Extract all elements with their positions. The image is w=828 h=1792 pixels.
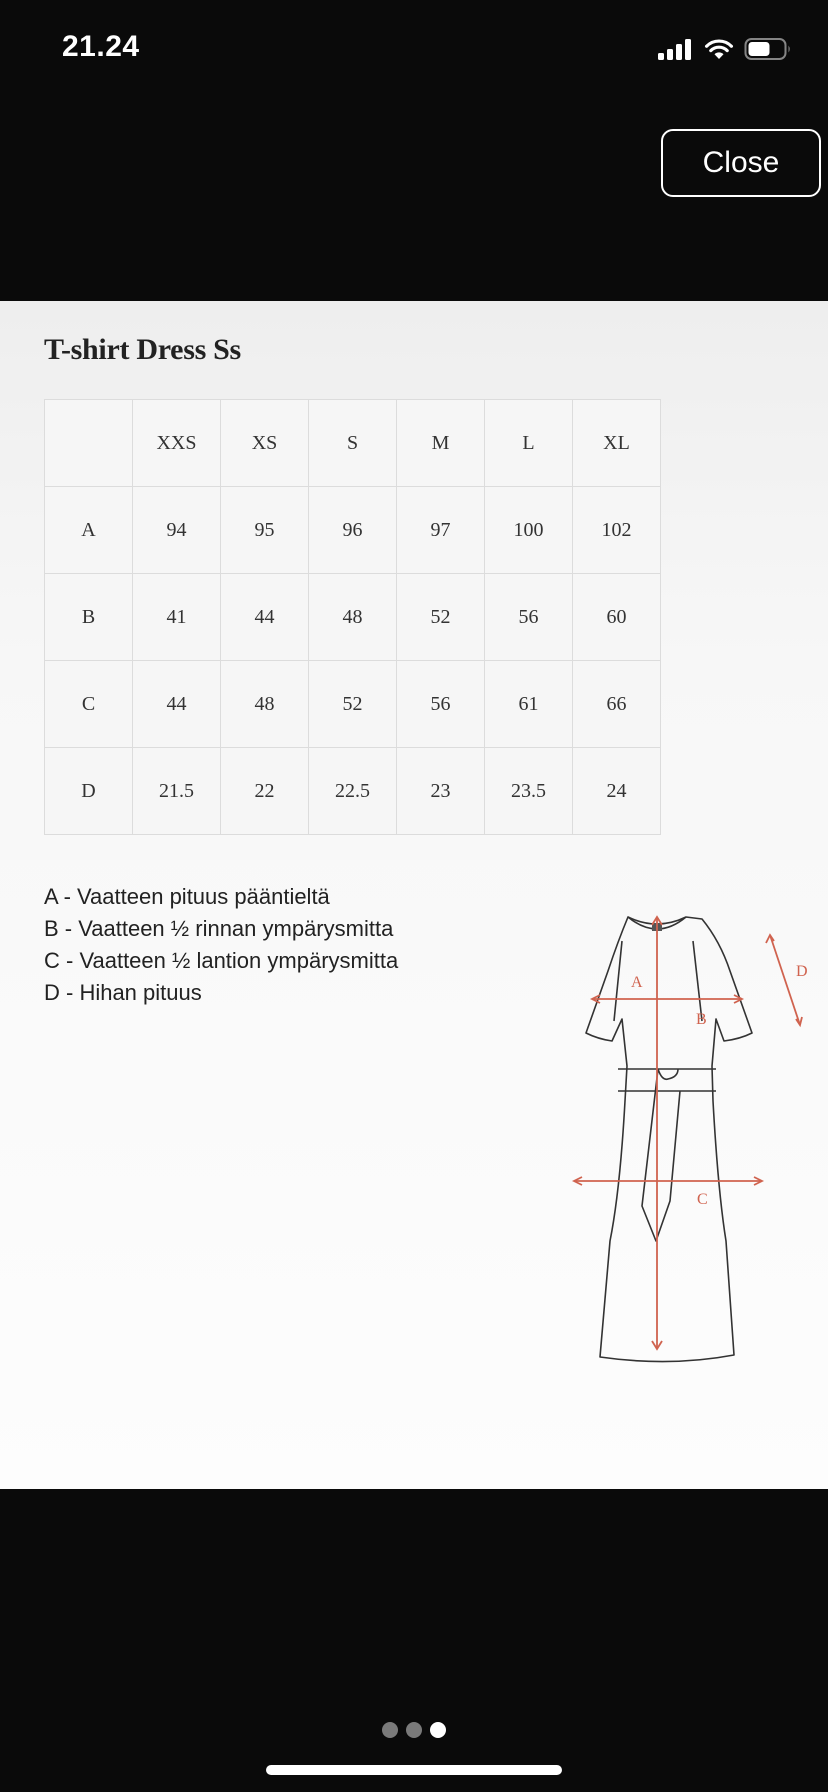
table-cell: 97 <box>397 487 485 574</box>
table-cell: 52 <box>397 574 485 661</box>
size-header: S <box>309 400 397 487</box>
table-cell: 60 <box>573 574 661 661</box>
size-header: XS <box>221 400 309 487</box>
table-row <box>45 748 661 835</box>
size-chart-image[interactable] <box>0 301 828 1489</box>
table-cell: 95 <box>221 487 309 574</box>
table-cell: 23 <box>397 748 485 835</box>
diagram-label-a: A <box>631 974 643 991</box>
size-header: XXS <box>133 400 221 487</box>
table-cell: 23.5 <box>485 748 573 835</box>
close-button[interactable]: Close <box>661 129 821 197</box>
diagram-label-b: B <box>696 1011 707 1028</box>
legend-item: B - Vaatteen ½ rinnan ympärysmitta <box>44 916 394 941</box>
wifi-icon <box>704 38 734 60</box>
table-corner-cell <box>45 400 133 487</box>
row-label: C <box>45 661 133 748</box>
measurement-legend <box>44 881 398 1009</box>
size-header: XL <box>573 400 661 487</box>
dress-diagram <box>530 901 828 1461</box>
size-header: L <box>485 400 573 487</box>
home-indicator[interactable] <box>266 1765 562 1775</box>
diagram-label-c: C <box>697 1191 708 1208</box>
battery-icon <box>744 37 792 61</box>
table-cell: 44 <box>133 661 221 748</box>
table-cell: 66 <box>573 661 661 748</box>
measurement-guides <box>574 917 802 1349</box>
table-cell: 56 <box>397 661 485 748</box>
table-header-row <box>45 400 661 487</box>
table-cell: 48 <box>309 574 397 661</box>
status-bar <box>0 0 828 100</box>
row-label: B <box>45 574 133 661</box>
page-indicator[interactable] <box>0 1722 828 1738</box>
page-dot-active[interactable] <box>430 1722 446 1738</box>
table-cell: 24 <box>573 748 661 835</box>
legend-item: D - Hihan pituus <box>44 980 202 1005</box>
row-label: D <box>45 748 133 835</box>
table-row <box>45 487 661 574</box>
table-cell: 94 <box>133 487 221 574</box>
size-table <box>44 399 661 835</box>
cellular-signal-icon <box>658 38 694 60</box>
table-cell: 52 <box>309 661 397 748</box>
legend-item: C - Vaatteen ½ lantion ympärysmitta <box>44 948 399 973</box>
size-header: M <box>397 400 485 487</box>
legend-item: A - Vaatteen pituus pääntieltä <box>44 884 330 909</box>
table-cell: 56 <box>485 574 573 661</box>
table-cell: 61 <box>485 661 573 748</box>
table-row <box>45 661 661 748</box>
dress-outline <box>586 917 752 1362</box>
diagram-label-d: D <box>796 963 808 980</box>
table-cell: 44 <box>221 574 309 661</box>
status-icons <box>658 36 792 62</box>
product-title: T-shirt Dress Ss <box>44 333 241 366</box>
table-cell: 21.5 <box>133 748 221 835</box>
status-time: 21.24 <box>62 30 140 63</box>
table-cell: 41 <box>133 574 221 661</box>
table-cell: 96 <box>309 487 397 574</box>
row-label: A <box>45 487 133 574</box>
table-cell: 102 <box>573 487 661 574</box>
table-cell: 22 <box>221 748 309 835</box>
table-cell: 22.5 <box>309 748 397 835</box>
table-cell: 100 <box>485 487 573 574</box>
table-cell: 48 <box>221 661 309 748</box>
table-row <box>45 574 661 661</box>
page-dot[interactable] <box>382 1722 398 1738</box>
page-dot[interactable] <box>406 1722 422 1738</box>
